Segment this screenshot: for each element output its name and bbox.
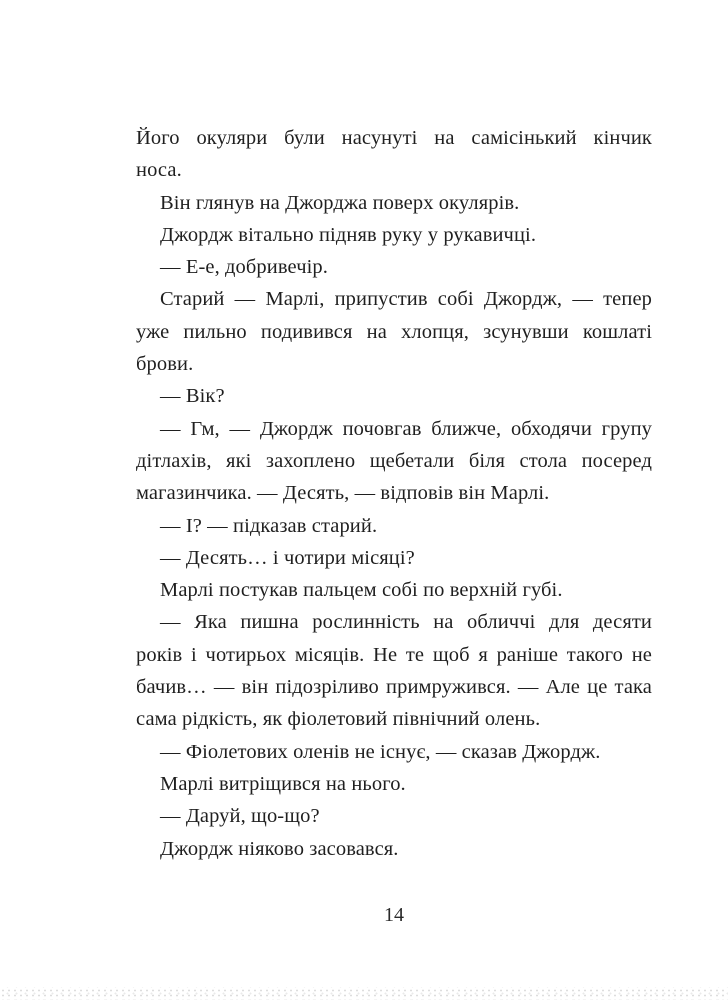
text-line: — Даруй, що-що? — [160, 805, 320, 828]
text-line: Старий — Марлі, припустив собі Джордж, — тепер — [160, 288, 652, 311]
paragraph — [136, 833, 652, 865]
paragraph — [136, 510, 652, 542]
text-line: — Фіолетових оленів не існує, — сказав Джордж. — [160, 740, 601, 763]
text-line: Марлі витріщився на нього. — [160, 772, 406, 795]
paragraph — [136, 251, 652, 283]
page-number: 14 — [384, 904, 404, 926]
text-line: бачив… — він підозріливо примружився. — Але це така — [136, 676, 652, 699]
text-line: брови. — [136, 353, 194, 376]
text-line: — І? — підказав старий. — [160, 514, 378, 537]
paragraph — [136, 736, 652, 768]
text-line: — Е-е, добривечір. — [160, 256, 328, 279]
text-line: уже пильно подивився на хлопця, зсунувши кошлаті — [136, 320, 652, 343]
paragraph — [136, 542, 652, 574]
text-line: Марлі постукав пальцем собі по верхній губі. — [160, 579, 563, 602]
text-line: — Десять… і чотири місяці? — [160, 546, 415, 569]
text-line: магазинчика. — Десять, — відповів він Марлі. — [136, 482, 550, 505]
paragraph — [136, 122, 652, 187]
paragraph — [136, 574, 652, 606]
paragraph — [136, 768, 652, 800]
paragraph — [136, 380, 652, 412]
scan-noise-band — [0, 987, 728, 1000]
text-line: — Яка пишна рослинність на обличчі для десяти — [160, 611, 652, 634]
paragraph — [136, 800, 652, 832]
paragraph — [136, 413, 652, 510]
text-line: Джордж ніяково засовався. — [160, 837, 399, 860]
paragraph — [136, 606, 652, 735]
text-line: дітлахів, які захоплено щебетали біля стола посеред — [136, 449, 652, 472]
text-line: сама рідкість, як фіолетовий північний олень. — [136, 708, 541, 731]
text-line: — Гм, — Джордж почовгав ближче, обходячи групу — [160, 417, 652, 440]
text-line: Він глянув на Джорджа поверх окулярів. — [160, 191, 520, 214]
text-line: Джордж вітально підняв руку у рукавичці. — [160, 223, 537, 246]
body-text — [136, 122, 652, 865]
text-line: Його окуляри були насунуті на самісінький кінчик — [136, 127, 652, 149]
paragraph — [136, 283, 652, 380]
text-line: років і чотирьох місяців. Не те щоб я раніше такого не — [136, 643, 652, 666]
text-line: — Вік? — [160, 385, 225, 408]
paragraph — [136, 219, 652, 251]
paragraph — [136, 187, 652, 219]
text-line: носа. — [136, 159, 182, 182]
